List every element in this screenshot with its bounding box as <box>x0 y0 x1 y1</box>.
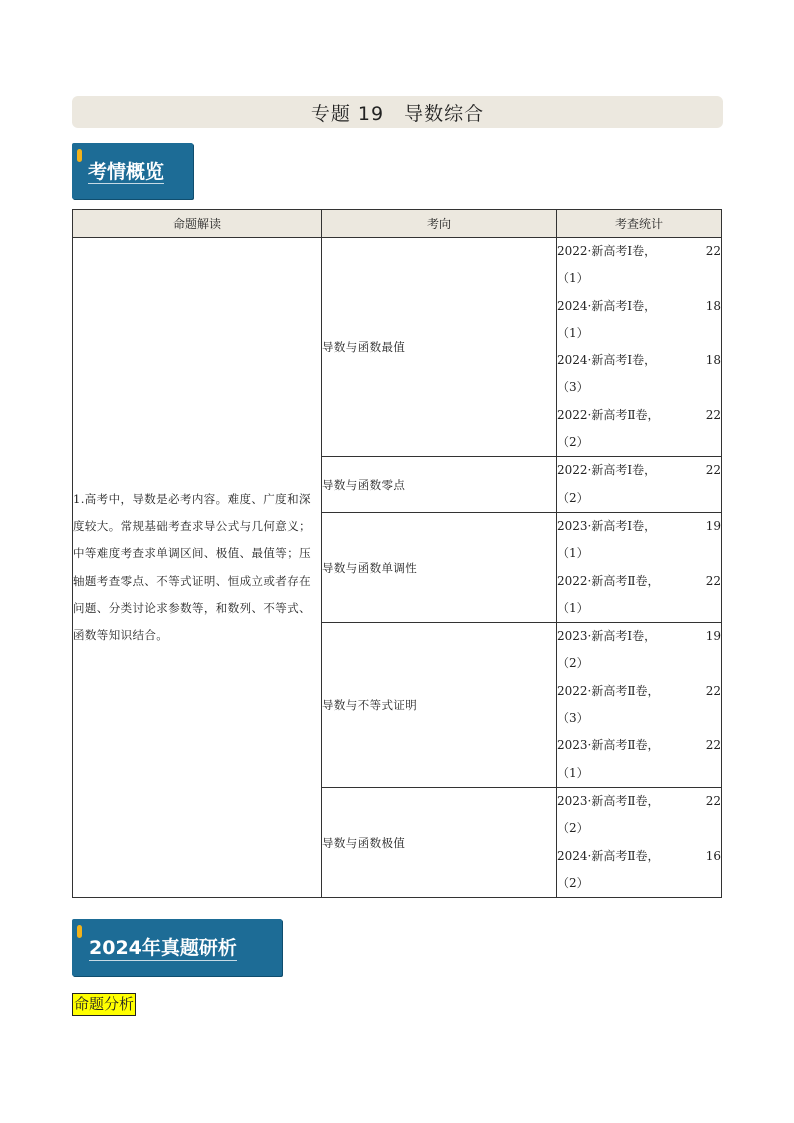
stat-exam: 2022·新高考Ⅰ卷， <box>557 463 657 478</box>
stat-entry <box>557 623 721 650</box>
topic-cell: 导数与函数最值 <box>322 238 557 457</box>
stat-exam: 2023·新高考Ⅰ卷， <box>557 629 657 644</box>
stat-exam: 2023·新高考Ⅱ卷， <box>557 793 660 808</box>
interpretation-cell: 1.高考中，导数是必考内容。难度、广度和深度较大。常规基础考查求导公式与几何意义；中等难度考查求单调区间、极值、最值等；压轴题考查零点、不等式证明、恒成立或者存在问题、分类讨论求参数等，和数列、不等式、函数等知识结合。 <box>73 238 322 898</box>
badge-marker-icon <box>77 925 82 938</box>
stat-entry <box>557 457 721 484</box>
stat-exam: 2024·新高考Ⅱ卷， <box>557 848 660 863</box>
proposition-analysis-heading: 命题分析 <box>72 993 136 1016</box>
stat-question-number: 22 <box>705 244 721 258</box>
table-row <box>73 238 722 457</box>
stat-exam: 2024·新高考Ⅰ卷， <box>557 298 657 313</box>
stat-subpart: （2） <box>557 435 589 450</box>
table-body <box>73 238 722 898</box>
stat-subpart: （1） <box>557 271 589 286</box>
section-badge-2024-analysis <box>72 919 282 976</box>
stat-question-number: 19 <box>705 629 721 644</box>
stat-subpart: （2） <box>557 821 589 836</box>
header-interpretation: 命题解读 <box>73 210 322 238</box>
stat-entry <box>557 513 721 540</box>
stat-subpart: （2） <box>557 875 589 890</box>
stat-entry <box>557 843 721 870</box>
stat-subpart: （1） <box>557 546 589 561</box>
stat-question-number: 16 <box>705 848 721 863</box>
stat-question-number: 18 <box>705 298 721 313</box>
section-title-2024-analysis: 2024年真题研析 <box>89 937 237 960</box>
stat-entry <box>557 293 721 320</box>
statistics-cell <box>557 457 722 513</box>
stat-exam: 2023·新高考Ⅱ卷， <box>557 738 660 753</box>
stat-entry <box>557 568 721 595</box>
stat-exam: 2022·新高考Ⅱ卷， <box>557 407 660 422</box>
page-title: 专题 19 导数综合 <box>310 102 485 125</box>
stat-subpart: （1） <box>557 765 589 780</box>
stat-question-number: 22 <box>705 573 721 588</box>
stat-question-number: 22 <box>705 407 721 422</box>
stat-exam: 2022·新高考Ⅱ卷， <box>557 573 660 588</box>
stat-exam: 2024·新高考Ⅰ卷， <box>557 353 657 368</box>
stat-exam: 2022·新高考Ⅰ卷， <box>557 244 657 258</box>
stat-subpart: （1） <box>557 325 589 340</box>
topic-cell: 导数与不等式证明 <box>322 623 557 788</box>
stat-question-number: 19 <box>705 518 721 533</box>
stat-exam: 2023·新高考Ⅰ卷， <box>557 518 657 533</box>
header-topic: 考向 <box>322 210 557 238</box>
stat-question-number: 18 <box>705 353 721 368</box>
statistics-cell <box>557 787 722 897</box>
stat-entry <box>557 788 721 815</box>
page-title-bar <box>72 96 723 128</box>
stat-entry <box>557 347 721 374</box>
topic-cell: 导数与函数单调性 <box>322 512 557 622</box>
stat-question-number: 22 <box>705 683 721 698</box>
section-title-overview: 考情概览 <box>88 160 165 183</box>
stat-subpart: （2） <box>557 656 589 671</box>
stat-subpart: （3） <box>557 711 589 726</box>
stat-subpart: （1） <box>557 600 589 615</box>
stat-entry <box>557 732 721 759</box>
topic-cell: 导数与函数极值 <box>322 787 557 897</box>
exam-overview-table <box>72 209 722 898</box>
stat-exam: 2022·新高考Ⅱ卷， <box>557 683 660 698</box>
stat-subpart: （3） <box>557 380 589 395</box>
stat-entry <box>557 678 721 705</box>
section-badge-overview <box>72 143 193 199</box>
stat-subpart: （2） <box>557 490 589 505</box>
stat-question-number: 22 <box>705 793 721 808</box>
topic-cell: 导数与函数零点 <box>322 457 557 513</box>
statistics-cell <box>557 238 722 457</box>
statistics-cell <box>557 512 722 622</box>
table-header-row <box>73 210 722 238</box>
statistics-cell <box>557 623 722 788</box>
stat-entry <box>557 402 721 429</box>
stat-question-number: 22 <box>705 738 721 753</box>
stat-entry <box>557 238 721 265</box>
badge-marker-icon <box>77 149 82 162</box>
header-statistics: 考查统计 <box>557 210 722 238</box>
stat-question-number: 22 <box>705 463 721 478</box>
